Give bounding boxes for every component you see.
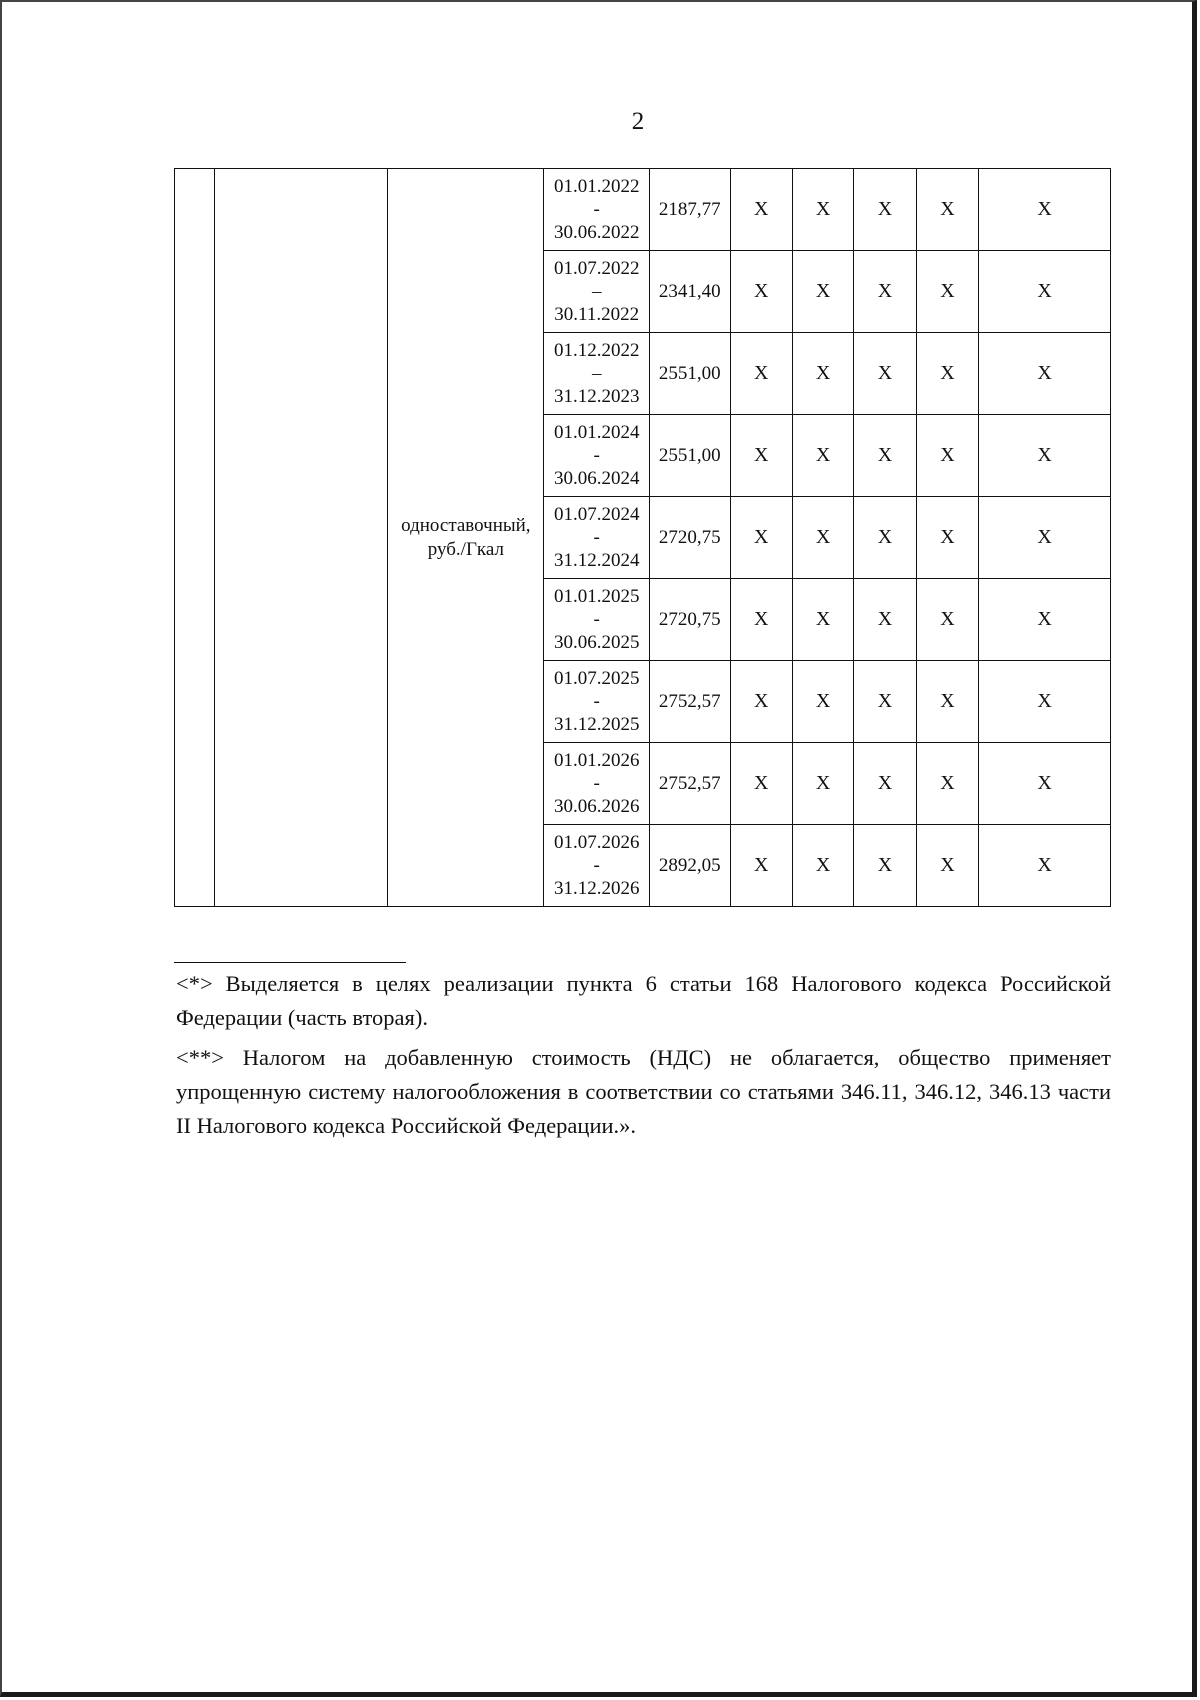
period-sep: - <box>593 854 600 876</box>
period-sep: - <box>593 444 600 466</box>
not-applicable-cell: X <box>916 497 978 579</box>
not-applicable-cell: X <box>730 825 792 907</box>
not-applicable-cell: X <box>730 251 792 333</box>
period-end: 30.06.2025 <box>553 632 640 654</box>
not-applicable-cell: X <box>979 415 1111 497</box>
not-applicable-cell: X <box>730 661 792 743</box>
period-cell <box>544 415 650 497</box>
not-applicable-cell: X <box>854 743 916 825</box>
footnote-divider <box>174 962 406 963</box>
not-applicable-cell: X <box>792 579 853 661</box>
not-applicable-cell: X <box>854 579 916 661</box>
not-applicable-cell: X <box>792 169 853 251</box>
not-applicable-cell: X <box>916 169 978 251</box>
tariff-value-cell: 2551,00 <box>650 415 731 497</box>
period-start: 01.01.2024 <box>553 421 640 443</box>
not-applicable-cell: X <box>979 169 1111 251</box>
period-sep: - <box>593 198 600 220</box>
not-applicable-cell: X <box>792 661 853 743</box>
period-end: 30.06.2026 <box>553 796 640 818</box>
not-applicable-cell: X <box>792 415 853 497</box>
page-number: 2 <box>631 108 645 135</box>
period-start: 01.07.2022 <box>553 257 640 279</box>
period-sep: - <box>593 608 600 630</box>
not-applicable-cell: X <box>792 743 853 825</box>
period-end: 30.06.2024 <box>553 468 640 490</box>
period-end: 31.12.2025 <box>553 714 640 736</box>
period-start: 01.07.2024 <box>553 503 640 525</box>
not-applicable-cell: X <box>854 333 916 415</box>
not-applicable-cell: X <box>730 743 792 825</box>
not-applicable-cell: X <box>730 333 792 415</box>
table-row <box>175 169 1111 251</box>
not-applicable-cell: X <box>979 579 1111 661</box>
row-number-cell <box>175 169 215 907</box>
not-applicable-cell: X <box>792 333 853 415</box>
period-cell <box>544 825 650 907</box>
period-start: 01.01.2026 <box>553 749 640 771</box>
not-applicable-cell: X <box>730 415 792 497</box>
not-applicable-cell: X <box>854 661 916 743</box>
not-applicable-cell: X <box>979 497 1111 579</box>
tariff-value-cell: 2720,75 <box>650 497 731 579</box>
period-sep: - <box>593 690 600 712</box>
not-applicable-cell: X <box>854 497 916 579</box>
not-applicable-cell: X <box>916 743 978 825</box>
footnotes <box>176 967 1111 1149</box>
not-applicable-cell: X <box>792 497 853 579</box>
period-cell <box>544 169 650 251</box>
period-end: 31.12.2026 <box>553 878 640 900</box>
not-applicable-cell: X <box>979 825 1111 907</box>
period-start: 01.01.2022 <box>553 175 640 197</box>
tariff-table-body <box>175 169 1111 907</box>
not-applicable-cell: X <box>730 579 792 661</box>
period-end: 31.12.2023 <box>553 386 640 408</box>
not-applicable-cell: X <box>854 825 916 907</box>
not-applicable-cell: X <box>730 497 792 579</box>
period-sep: - <box>593 772 600 794</box>
tariff-value-cell: 2720,75 <box>650 579 731 661</box>
period-sep: – <box>591 362 602 384</box>
not-applicable-cell: X <box>979 251 1111 333</box>
not-applicable-cell: X <box>916 661 978 743</box>
period-cell <box>544 333 650 415</box>
period-cell <box>544 251 650 333</box>
tariff-value-cell: 2187,77 <box>650 169 731 251</box>
tariff-value-cell: 2752,57 <box>650 743 731 825</box>
not-applicable-cell: X <box>916 415 978 497</box>
period-start: 01.12.2022 <box>553 339 640 361</box>
period-cell <box>544 497 650 579</box>
not-applicable-cell: X <box>792 825 853 907</box>
not-applicable-cell: X <box>916 579 978 661</box>
tariff-table <box>174 168 1111 907</box>
not-applicable-cell: X <box>979 333 1111 415</box>
period-end: 31.12.2024 <box>553 550 640 572</box>
period-cell <box>544 743 650 825</box>
not-applicable-cell: X <box>916 825 978 907</box>
not-applicable-cell: X <box>854 251 916 333</box>
period-sep: - <box>593 526 600 548</box>
tariff-value-cell: 2551,00 <box>650 333 731 415</box>
period-start: 01.01.2025 <box>553 585 640 607</box>
not-applicable-cell: X <box>854 415 916 497</box>
period-end: 30.11.2022 <box>554 304 640 326</box>
footnote-vat-allocation: <*> Выделяется в целях реализации пункта 6 статьи 168 Налогового кодекса Российской Федерации (часть вторая). <box>176 971 1111 1030</box>
not-applicable-cell: X <box>916 251 978 333</box>
organization-cell <box>215 169 388 907</box>
not-applicable-cell: X <box>979 743 1111 825</box>
tariff-value-cell: 2752,57 <box>650 661 731 743</box>
period-cell <box>544 579 650 661</box>
not-applicable-cell: X <box>730 169 792 251</box>
not-applicable-cell: X <box>979 661 1111 743</box>
not-applicable-cell: X <box>916 333 978 415</box>
not-applicable-cell: X <box>792 251 853 333</box>
period-start: 01.07.2025 <box>553 667 640 689</box>
tariff-value-cell: 2892,05 <box>650 825 731 907</box>
tariff-value-cell: 2341,40 <box>650 251 731 333</box>
period-sep: – <box>591 280 602 302</box>
tariff-type-cell: одноставочный, руб./Гкал <box>388 169 544 907</box>
period-end: 30.06.2022 <box>553 222 640 244</box>
not-applicable-cell: X <box>854 169 916 251</box>
footnote-vat-exempt: <**> Налогом на добавленную стоимость (НДС) не облагается, общество применяет упрощенную систему налогообложения в соответствии со статьями 346.11, 346.12, 346.13 части II Налогового кодекса Российской Федерации.». <box>176 1045 1111 1138</box>
period-cell <box>544 661 650 743</box>
period-start: 01.07.2026 <box>553 831 640 853</box>
